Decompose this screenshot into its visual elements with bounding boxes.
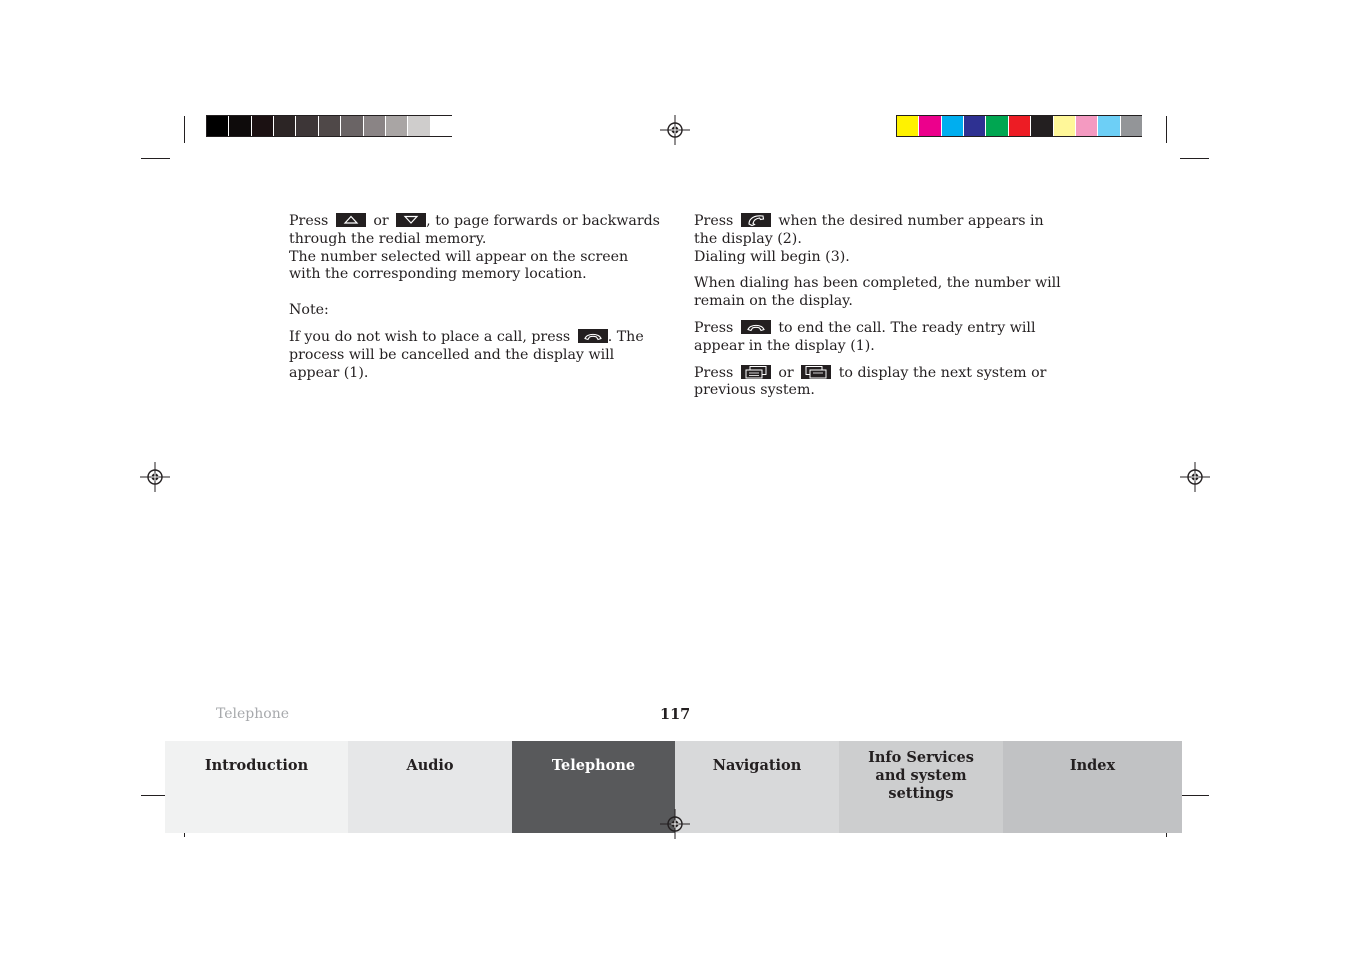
phone-end-icon [741,320,771,334]
system-switch-text: to display the next system or previous system. [694,364,1047,399]
color-swatch [364,116,386,136]
tab-index[interactable] [1003,741,1182,833]
color-swatch [431,116,453,136]
tab-label: Navigation [712,757,802,774]
tab-label: Telephone [551,757,636,774]
dialing-complete-paragraph: When dialing has been completed, the number will remain on the display. [694,275,1061,310]
dialing-begin-text: Dialing will begin (3). [694,248,850,265]
color-swatch [252,116,274,136]
press-text: Press [694,213,734,229]
color-swatch [341,116,363,136]
color-swatch [408,116,430,136]
tab-audio[interactable] [348,741,512,833]
redial-paragraph [289,213,664,284]
color-swatch [1054,116,1076,136]
color-swatch [1098,116,1120,136]
note-text-after: . The process will be cancelled and the display will appear (1). [289,328,644,381]
color-swatch [919,116,941,136]
color-swatch [296,116,318,136]
registration-mark-icon [660,115,690,145]
or-text: or [778,364,794,381]
tab-introduction[interactable] [165,741,348,833]
tab-label: Introduction [204,757,309,774]
or-text: or [373,213,389,229]
right-column [694,213,1069,409]
color-swatch [274,116,296,136]
system-next-icon [741,365,771,379]
color-swatch [1076,116,1098,136]
phone-end-icon [578,329,608,343]
tab-info-services[interactable] [839,741,1003,833]
color-swatch [986,116,1008,136]
press-text: Press [694,319,734,336]
crop-mark [1180,795,1209,796]
press-text: Press [694,364,734,381]
color-swatch [964,116,986,136]
registration-mark-icon [660,809,690,839]
color-swatch [319,116,341,136]
crop-mark [141,158,170,159]
arrow-up-icon [336,213,366,227]
tab-label: Audio [406,757,454,774]
crop-mark [184,116,185,143]
tab-label: Info Services and system settings [868,749,974,802]
color-swatch [207,116,229,136]
tab-telephone[interactable] [512,741,675,833]
crop-mark [1180,158,1209,159]
note-text-before: If you do not wish to place a call, press [289,328,571,345]
crop-mark [1166,116,1167,143]
tab-label: Index [1069,757,1116,774]
color-swatch [229,116,251,136]
registration-mark-icon [140,462,170,492]
registration-mark-icon [1180,462,1210,492]
note-paragraph [289,329,664,382]
redial-text: , to page forwards or backwards through the redial memory. [289,213,660,247]
color-swatch [1121,116,1143,136]
dial-text: when the desired number appears in the display (2). [694,213,1044,247]
color-swatch [897,116,919,136]
color-swatch [942,116,964,136]
color-swatch [386,116,408,136]
color-swatch [1009,116,1031,136]
system-prev-icon [801,365,831,379]
page-number: 117 [660,706,691,723]
system-switch-paragraph [694,365,1069,401]
end-call-text: to end the call. The ready entry will appear in the display (1). [694,319,1036,354]
left-column [289,213,664,391]
end-call-paragraph [694,320,1069,356]
memory-location-text: The number selected will appear on the screen with the corresponding memory location. [289,248,629,283]
tab-navigation[interactable] [675,741,839,833]
phone-send-icon [741,213,771,227]
arrow-down-icon [396,213,426,227]
dial-paragraph [694,213,1069,266]
press-text: Press [289,213,329,229]
footer-section-title: Telephone [216,706,290,722]
note-label: Note: [289,302,329,319]
color-swatch [1031,116,1053,136]
